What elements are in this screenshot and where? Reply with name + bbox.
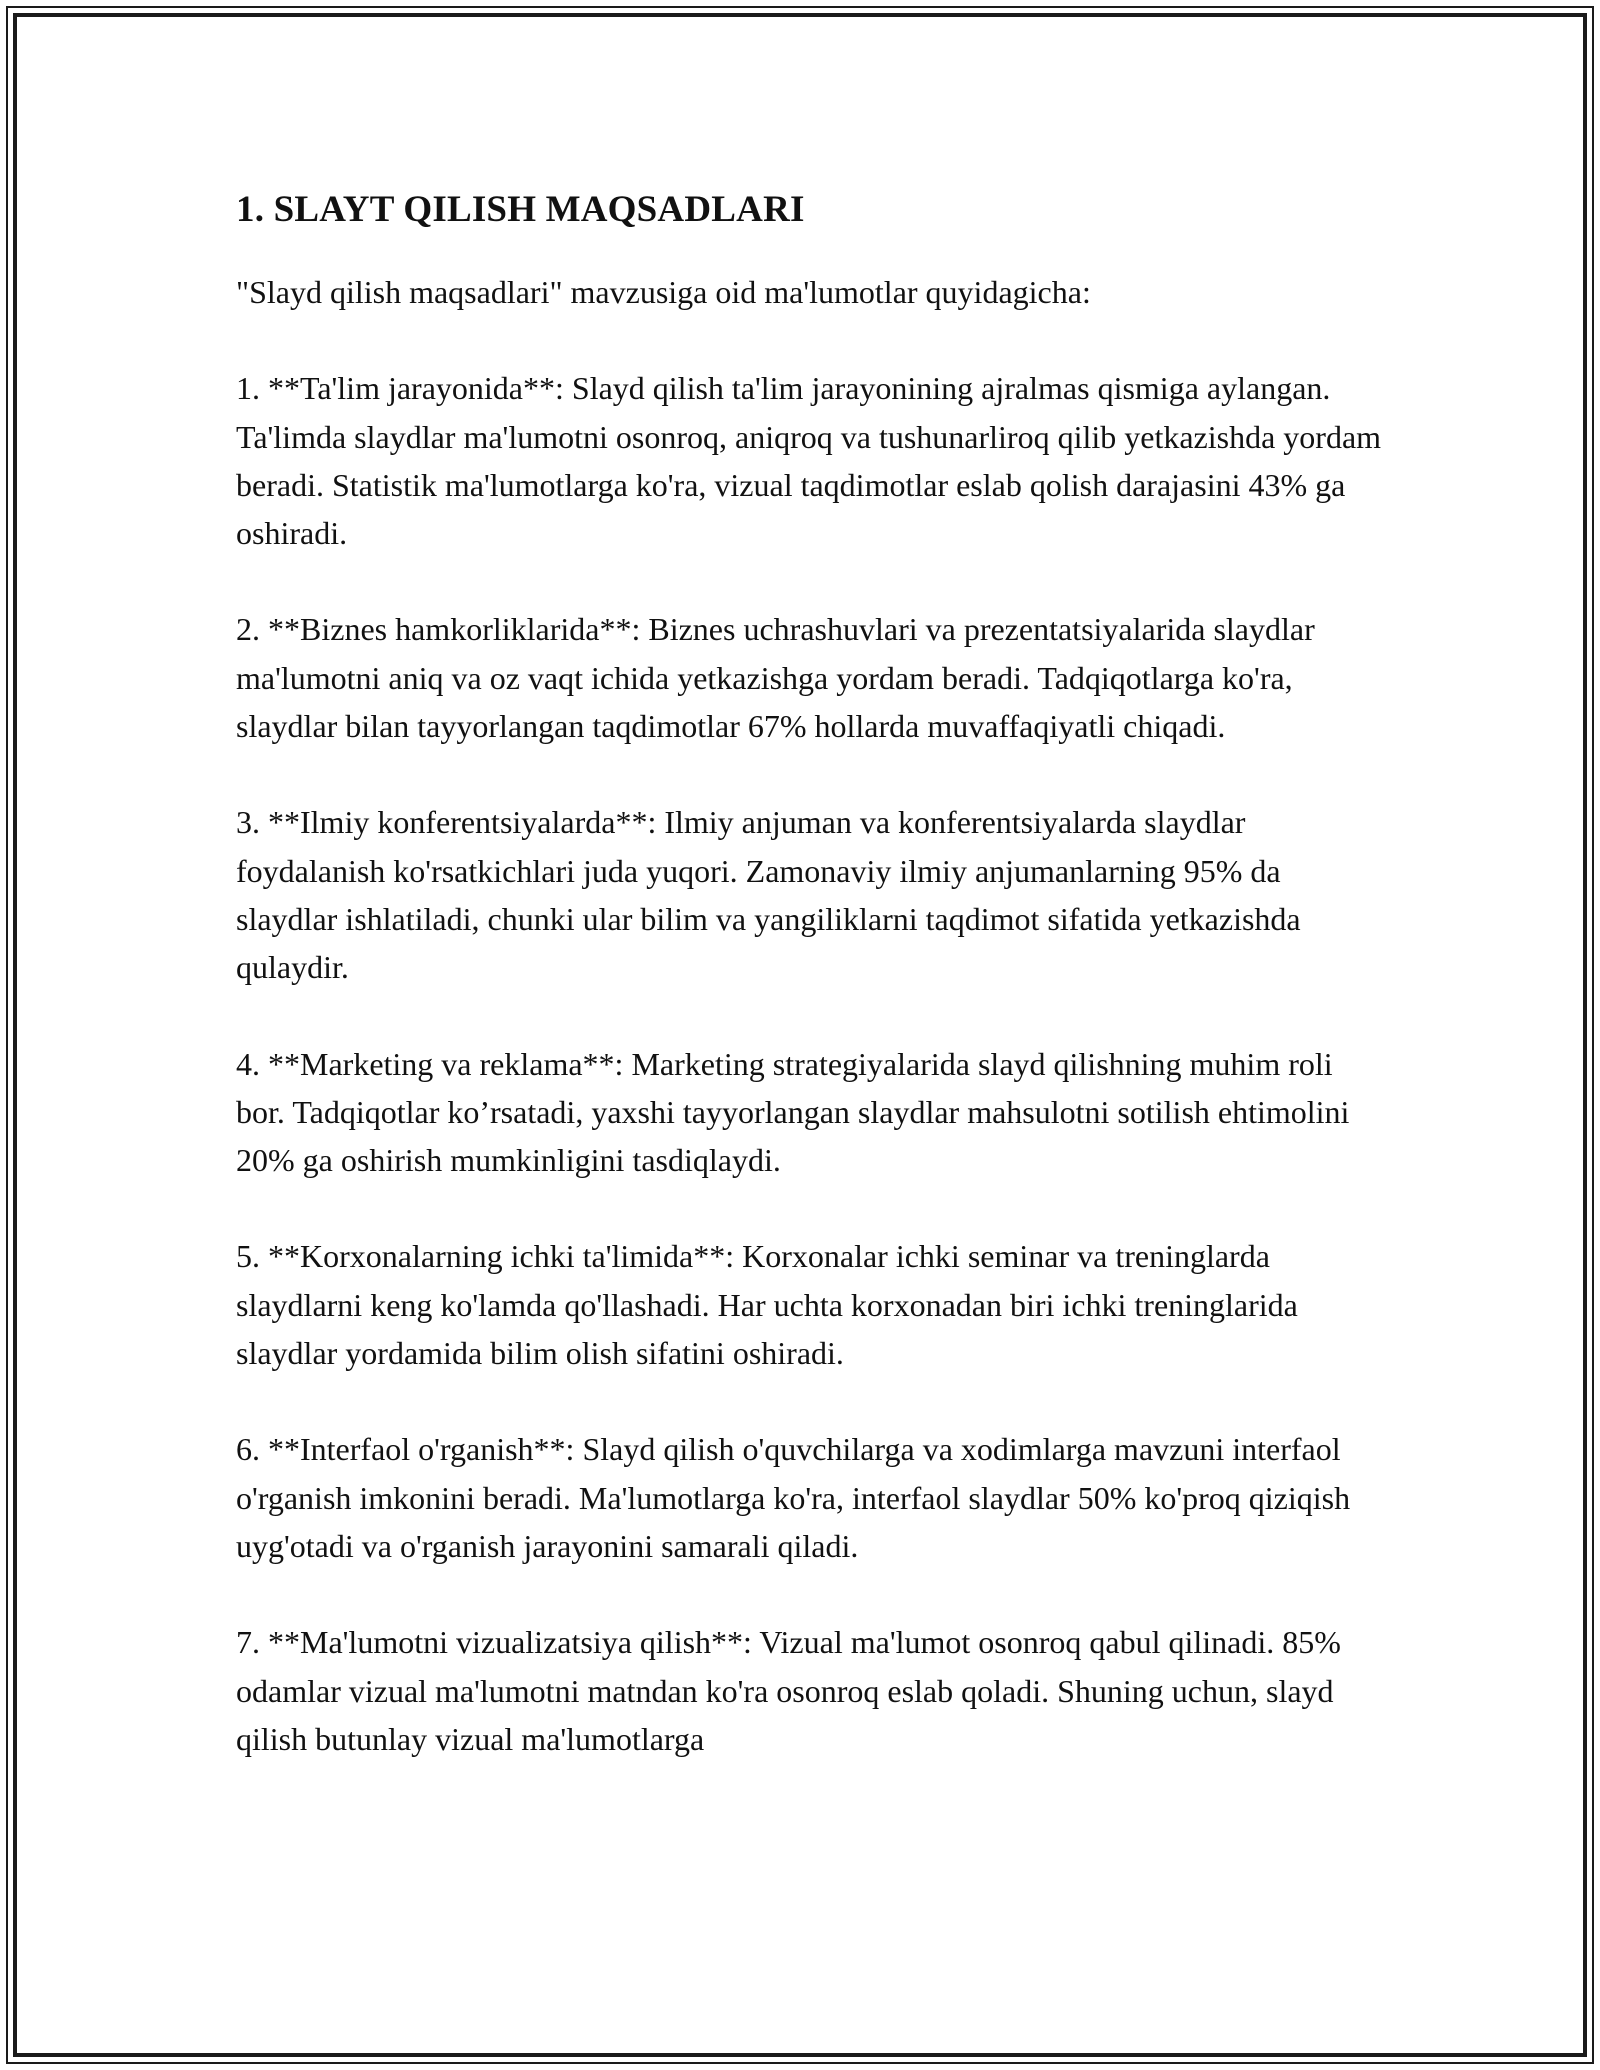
paragraph-5: 5. **Korxonalarning ichki ta'limida**: Korxonalar ichki seminar va treninglarda slaydlarni keng ko'lamda qo'llashadi. Har uchta korxonadan biri ichki treninglarida slaydlar yordamida bilim olish sifatini oshiradi. bbox=[236, 1238, 1298, 1372]
paragraph-2: 2. **Biznes hamkorliklarida**: Biznes uchrashuvlari va prezentatsiyalarida slaydlar ma'lumotni aniq va oz vaqt ichida yetkazishga yordam beradi. Tadqiqotlarga ko'ra, slaydlar bilan tayyorlangan taqdimotlar 67% hollarda muvaffaqiyatli chiqadi. bbox=[236, 611, 1315, 745]
paragraph-3: 3. **Ilmiy konferentsiyalarda**: Ilmiy anjuman va konferentsiyalarda slaydlar foydalanish ko'rsatkichlari juda yuqori. Zamonaviy ilmiy anjumanlarning 95% da slaydlar ishlatiladi, chunki ular bilim va yangiliklarni taqdimot sifatida yetkazishda qulaydir. bbox=[236, 804, 1301, 986]
intro-paragraph: "Slayd qilish maqsadlari" mavzusiga oid ma'lumotlar quyidagicha: bbox=[236, 274, 1091, 310]
paragraph-7: 7. **Ma'lumotni vizualizatsiya qilish**: Vizual ma'lumot osonroq qabul qilinadi. 85% odamlar vizual ma'lumotni matndan ko'ra osonroq eslab qoladi. Shuning uchun, slayd qilish butunlay vizual ma'lumotlarga bbox=[236, 1624, 1341, 1757]
document-title: 1. SLAYT QILISH MAQSADLARI bbox=[236, 189, 805, 230]
paragraph-1: 1. **Ta'lim jarayonida**: Slayd qilish ta'lim jarayonining ajralmas qismiga aylangan. Ta'limda slaydlar ma'lumotni osonroq, aniqroq va tushunarliroq qilib yetkazishda yordam beradi. Statistik ma'lumotlarga ko'ra, vizual taqdimotlar eslab qolish darajasini 43% ga oshiradi. bbox=[236, 370, 1382, 552]
document-body bbox=[236, 186, 1386, 1811]
paragraph-6: 6. **Interfaol o'rganish**: Slayd qilish o'quvchilarga va xodimlarga mavzuni interfaol o'rganish imkonini beradi. Ma'lumotlarga ko'ra, interfaol slaydlar 50% ko'proq qiziqish uyg'otadi va o'rganish jarayonini samarali qiladi. bbox=[236, 1431, 1351, 1564]
paragraph-4: 4. **Marketing va reklama**: Marketing strategiyalarida slayd qilishning muhim roli bor. Tadqiqotlar ko’rsatadi, yaxshi tayyorlangan slaydlar mahsulotni sotilish ehtimolini 20% ga oshirish mumkinligini tasdiqlaydi. bbox=[236, 1045, 1350, 1179]
